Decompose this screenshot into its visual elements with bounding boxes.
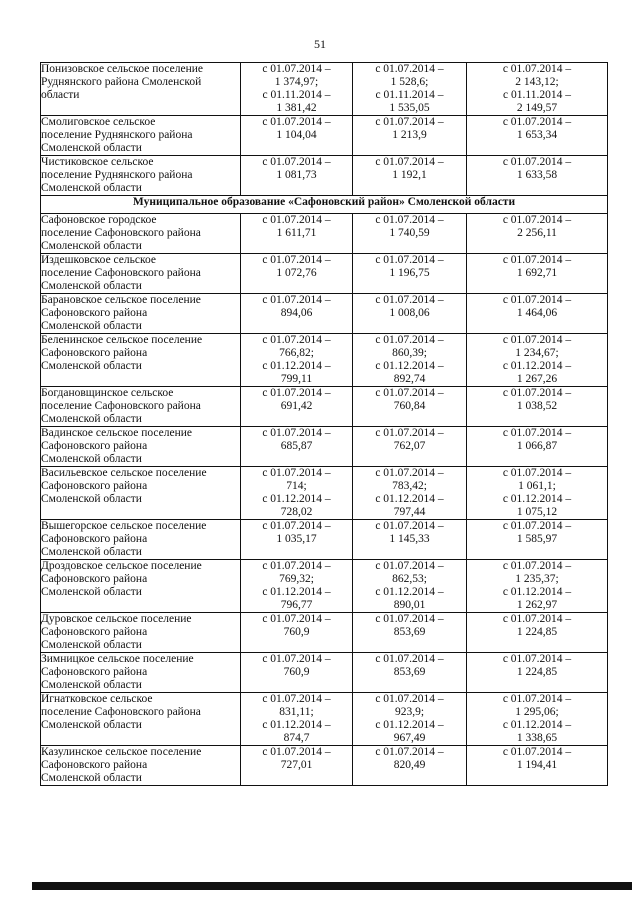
tariff-value-3	[467, 63, 608, 116]
tariff-value-1-line: 831,11;	[279, 706, 314, 718]
tariff-value-1-line: с 01.07.2014 –	[262, 63, 331, 75]
tariff-value-2-line: 892,74	[393, 373, 426, 385]
settlement-name-line: Васильевское сельское поселение	[41, 467, 207, 479]
tariff-value-3-line: 1 224,85	[516, 626, 558, 638]
tariff-value-1-line: с 01.11.2014 –	[262, 89, 331, 101]
tariff-value-2	[353, 560, 467, 613]
settlement-name-line: Барановское сельское поселение	[41, 294, 201, 306]
table-row	[41, 156, 608, 196]
table-row	[41, 520, 608, 560]
tariff-value-1	[241, 613, 353, 653]
tariff-value-3	[467, 467, 608, 520]
tariff-value-2	[353, 467, 467, 520]
table-row	[41, 427, 608, 467]
tariff-value-2-line: 1 008,06	[389, 307, 430, 319]
settlement-name-line: Сафоновское городское	[41, 214, 157, 226]
settlement-name-line: Зимницкое сельское поселение	[41, 653, 194, 665]
settlement-name-line: Сафоновского района	[41, 759, 148, 771]
tariff-value-3	[467, 653, 608, 693]
tariff-value-2-line: с 01.07.2014 –	[375, 746, 444, 758]
tariff-value-3	[467, 254, 608, 294]
tariff-value-3-line: 1 262,97	[516, 599, 558, 611]
tariff-value-1-line: с 01.07.2014 –	[262, 254, 331, 266]
tariff-value-1-line: с 01.07.2014 –	[262, 116, 331, 128]
tariff-value-3-line: с 01.07.2014 –	[502, 254, 572, 266]
tariff-value-3	[467, 116, 608, 156]
tariff-value-3	[467, 214, 608, 254]
tariff-value-3-line: с 01.12.2014 –	[502, 360, 572, 372]
tariff-value-3	[467, 520, 608, 560]
tariff-value-2	[353, 294, 467, 334]
settlement-name	[41, 116, 241, 156]
settlement-name-line: Игнатковское сельское	[41, 693, 153, 705]
tariff-value-1-line: 691,42	[280, 400, 313, 412]
tariff-value-2-line: с 01.12.2014 –	[375, 719, 444, 731]
tariff-value-2-line: с 01.07.2014 –	[375, 156, 444, 168]
tariff-value-2-line: с 01.07.2014 –	[375, 63, 444, 75]
section-title: Муниципальное образование «Сафоновский район» Смоленской области	[41, 196, 608, 214]
tariff-value-2-line: с 01.12.2014 –	[375, 360, 444, 372]
tariff-value-1-line: с 01.07.2014 –	[262, 387, 331, 399]
settlement-name-line: Беленинское сельское поселение	[41, 334, 203, 346]
settlement-name-line: Руднянского района Смоленской	[41, 76, 202, 88]
tariff-value-2-line: 1 145,33	[389, 533, 430, 545]
settlement-name-line: Сафоновского района	[41, 666, 148, 678]
tariff-value-2-line: с 01.07.2014 –	[375, 693, 444, 705]
tariff-value-1-line: 1 381,42	[276, 102, 317, 114]
tariff-value-1	[241, 156, 353, 196]
tariff-value-2	[353, 387, 467, 427]
settlement-name-line: Дроздовское сельское поселение	[41, 560, 202, 572]
tariff-value-3-line: с 01.07.2014 –	[502, 427, 572, 439]
table-body-top	[41, 63, 608, 196]
tariff-value-3-line: с 01.07.2014 –	[502, 294, 572, 306]
tariff-value-3	[467, 427, 608, 467]
tariff-value-1-line: 769,32;	[279, 573, 314, 585]
tariff-value-2-line: 862,53;	[392, 573, 427, 585]
settlement-name-line: поселение Сафоновского района	[41, 400, 201, 412]
tariff-value-1-line: 714;	[286, 480, 307, 492]
tariff-value-1-line: с 01.07.2014 –	[262, 520, 331, 532]
settlement-name-line: Смоленской области	[41, 453, 142, 465]
tariff-value-1	[241, 334, 353, 387]
tariff-value-3-line: 1 075,12	[516, 506, 558, 518]
tariff-value-1-line: 1 081,73	[276, 169, 317, 181]
tariff-value-3-line: 2 149,57	[516, 102, 558, 114]
settlement-name	[41, 653, 241, 693]
tariff-value-1-line: 1 611,71	[276, 227, 317, 239]
tariff-table	[40, 62, 608, 786]
tariff-value-1	[241, 693, 353, 746]
settlement-name	[41, 520, 241, 560]
tariff-value-3-line: с 01.07.2014 –	[502, 653, 572, 665]
tariff-value-1-line: 760,9	[283, 666, 310, 678]
tariff-value-2-line: с 01.12.2014 –	[375, 586, 444, 598]
tariff-value-2	[353, 156, 467, 196]
tariff-value-1-line: 894,06	[280, 307, 313, 319]
tariff-value-1-line: 766,82;	[279, 347, 314, 359]
settlement-name-line: Смоленской области	[41, 182, 142, 194]
table-row	[41, 746, 608, 786]
tariff-value-2	[353, 334, 467, 387]
settlement-name-line: Смоленской области	[41, 546, 142, 558]
tariff-value-3-line: с 01.07.2014 –	[502, 520, 572, 532]
tariff-value-1-line: 760,9	[283, 626, 310, 638]
footer-bar	[32, 882, 632, 890]
tariff-value-2-line: с 01.07.2014 –	[375, 294, 444, 306]
tariff-value-1-line: 799,11	[280, 373, 313, 385]
tariff-value-1-line: 728,02	[280, 506, 313, 518]
tariff-value-1	[241, 214, 353, 254]
tariff-value-2-line: 1 213,9	[392, 129, 427, 141]
settlement-name-line: Сафоновского района	[41, 307, 148, 319]
tariff-value-2-line: 967,49	[393, 732, 426, 744]
tariff-value-3-line: с 01.12.2014 –	[502, 719, 572, 731]
tariff-value-2	[353, 254, 467, 294]
tariff-value-3-line: с 01.07.2014 –	[502, 63, 572, 75]
tariff-value-2	[353, 214, 467, 254]
settlement-name	[41, 467, 241, 520]
tariff-value-1-line: с 01.07.2014 –	[262, 467, 331, 479]
tariff-value-3	[467, 156, 608, 196]
settlement-name-line: Издешковское сельское	[41, 254, 156, 266]
table-row	[41, 254, 608, 294]
tariff-value-3-line: с 01.12.2014 –	[502, 493, 572, 505]
settlement-name-line: Сафоновского района	[41, 573, 148, 585]
section-row	[41, 196, 608, 214]
settlement-name	[41, 294, 241, 334]
tariff-value-2-line: с 01.07.2014 –	[375, 467, 444, 479]
settlement-name	[41, 63, 241, 116]
tariff-value-2-line: 1 535,05	[389, 102, 430, 114]
settlement-name	[41, 254, 241, 294]
settlement-name	[41, 693, 241, 746]
tariff-value-2-line: 783,42;	[392, 480, 427, 492]
settlement-name	[41, 427, 241, 467]
settlement-name-line: Дуровское сельское поселение	[41, 613, 192, 625]
settlement-name-line: поселение Сафоновского района	[41, 706, 201, 718]
tariff-value-2	[353, 613, 467, 653]
settlement-name-line: Казулинское сельское поселение	[41, 746, 202, 758]
settlement-name-line: поселение Сафоновского района	[41, 227, 201, 239]
settlement-name-line: Смоленской области	[41, 142, 142, 154]
tariff-value-2	[353, 693, 467, 746]
tariff-value-1	[241, 520, 353, 560]
tariff-value-1-line: с 01.12.2014 –	[262, 719, 331, 731]
tariff-value-3-line: с 01.07.2014 –	[502, 214, 572, 226]
tariff-value-3-line: с 01.07.2014 –	[502, 387, 572, 399]
settlement-name-line: Понизовское сельское поселение	[41, 63, 204, 75]
tariff-value-3	[467, 387, 608, 427]
table-row	[41, 63, 608, 116]
tariff-value-3-line: с 01.07.2014 –	[502, 467, 572, 479]
tariff-value-1	[241, 294, 353, 334]
tariff-value-2-line: 890,01	[393, 599, 426, 611]
tariff-value-3-line: 1 267,26	[516, 373, 558, 385]
tariff-value-1-line: 874,7	[283, 732, 310, 744]
tariff-value-3-line: с 01.11.2014 –	[503, 89, 571, 101]
settlement-name-line: Смоленской области	[41, 240, 142, 252]
tariff-value-1	[241, 467, 353, 520]
settlement-name-line: Смоленской области	[41, 719, 142, 731]
settlement-name	[41, 746, 241, 786]
table-body-bottom	[41, 214, 608, 786]
page-number: 51	[314, 37, 326, 51]
tariff-value-3-line: с 01.07.2014 –	[502, 116, 572, 128]
tariff-value-2-line: 1 192,1	[392, 169, 427, 181]
tariff-value-1	[241, 254, 353, 294]
tariff-value-1-line: с 01.07.2014 –	[262, 427, 331, 439]
settlement-name-line: Смоленской области	[41, 320, 142, 332]
table-row	[41, 387, 608, 427]
settlement-name-line: Смоленской области	[41, 493, 142, 505]
tariff-value-1-line: 685,87	[280, 440, 313, 452]
settlement-name	[41, 214, 241, 254]
tariff-value-1-line: с 01.07.2014 –	[262, 653, 331, 665]
tariff-value-1-line: с 01.07.2014 –	[262, 334, 331, 346]
tariff-value-2-line: с 01.07.2014 –	[375, 653, 444, 665]
tariff-value-1-line: с 01.07.2014 –	[262, 560, 331, 572]
settlement-name-line: Вадинское сельское поселение	[41, 427, 193, 439]
tariff-value-1	[241, 116, 353, 156]
settlement-name-line: Сафоновского района	[41, 533, 148, 545]
tariff-value-3-line: 1 464,06	[516, 307, 558, 319]
tariff-value-3	[467, 294, 608, 334]
settlement-name	[41, 156, 241, 196]
tariff-value-3-line: 2 256,11	[517, 227, 557, 239]
tariff-value-3-line: 1 295,06;	[515, 706, 559, 718]
table-row	[41, 693, 608, 746]
tariff-value-2-line: с 01.07.2014 –	[375, 387, 444, 399]
settlement-name-line: поселение Руднянского района	[41, 129, 193, 141]
tariff-value-1-line: с 01.12.2014 –	[262, 586, 331, 598]
table-row	[41, 214, 608, 254]
tariff-value-2-line: с 01.07.2014 –	[375, 334, 444, 346]
tariff-value-2-line: с 01.07.2014 –	[375, 613, 444, 625]
settlement-name-line: Сафоновского района	[41, 347, 148, 359]
tariff-value-2-line: 1 196,75	[389, 267, 430, 279]
settlement-name	[41, 613, 241, 653]
tariff-value-3-line: с 01.07.2014 –	[502, 560, 572, 572]
tariff-value-2-line: с 01.07.2014 –	[375, 427, 444, 439]
tariff-value-1-line: 1 072,76	[276, 267, 317, 279]
tariff-value-3-line: с 01.07.2014 –	[502, 746, 572, 758]
table-row	[41, 653, 608, 693]
tariff-value-2-line: с 01.07.2014 –	[375, 560, 444, 572]
tariff-value-2	[353, 746, 467, 786]
tariff-value-2-line: 762,07	[393, 440, 426, 452]
settlement-name-line: Смоленской области	[41, 772, 142, 784]
tariff-value-2-line: 797,44	[393, 506, 426, 518]
tariff-value-2	[353, 653, 467, 693]
tariff-value-2	[353, 116, 467, 156]
settlement-name-line: Богдановщинское сельское	[41, 387, 174, 399]
tariff-value-3	[467, 693, 608, 746]
settlement-name-line: Сафоновского района	[41, 480, 148, 492]
tariff-value-3-line: 1 224,85	[516, 666, 558, 678]
settlement-name-line: Смоленской области	[41, 360, 142, 372]
tariff-value-2-line: 860,39;	[392, 347, 427, 359]
tariff-value-2-line: с 01.07.2014 –	[375, 520, 444, 532]
tariff-value-2-line: с 01.11.2014 –	[375, 89, 444, 101]
settlement-name-line: поселение Сафоновского района	[41, 267, 201, 279]
tariff-value-2-line: с 01.07.2014 –	[375, 254, 444, 266]
settlement-name-line: Смоленской области	[41, 413, 142, 425]
tariff-value-1	[241, 560, 353, 613]
tariff-value-3-line: с 01.07.2014 –	[502, 156, 572, 168]
tariff-value-2	[353, 427, 467, 467]
tariff-value-1-line: с 01.07.2014 –	[262, 613, 331, 625]
tariff-value-3-line: с 01.07.2014 –	[502, 693, 572, 705]
settlement-name-line: Чистиковское сельское	[41, 156, 154, 168]
tariff-value-3-line: 1 038,52	[516, 400, 558, 412]
tariff-value-1-line: с 01.07.2014 –	[262, 294, 331, 306]
tariff-value-2-line: 1 528,6;	[390, 76, 429, 88]
tariff-value-2-line: 853,69	[393, 666, 426, 678]
table-row	[41, 294, 608, 334]
table-row	[41, 560, 608, 613]
tariff-value-1-line: с 01.07.2014 –	[262, 156, 331, 168]
table-row	[41, 613, 608, 653]
tariff-value-1-line: с 01.07.2014 –	[262, 746, 331, 758]
tariff-value-1	[241, 63, 353, 116]
table-row	[41, 334, 608, 387]
tariff-value-2	[353, 520, 467, 560]
settlement-name-line: Сафоновского района	[41, 440, 148, 452]
settlement-name	[41, 560, 241, 613]
tariff-value-2-line: с 01.07.2014 –	[375, 214, 444, 226]
section-header-group	[41, 196, 608, 214]
tariff-value-1-line: с 01.07.2014 –	[262, 214, 331, 226]
tariff-value-3	[467, 746, 608, 786]
tariff-value-3-line: 1 692,71	[516, 267, 558, 279]
tariff-value-1-line: 1 035,17	[276, 533, 317, 545]
tariff-value-1	[241, 653, 353, 693]
settlement-name-line: Смоленской области	[41, 679, 142, 691]
tariff-value-1-line: 1 374,97;	[274, 76, 319, 88]
tariff-value-3-line: 1 235,37;	[515, 573, 559, 585]
tariff-value-3	[467, 560, 608, 613]
tariff-value-1	[241, 387, 353, 427]
tariff-value-3-line: 1 633,58	[516, 169, 558, 181]
tariff-value-2-line: 760,84	[393, 400, 426, 412]
table-row	[41, 116, 608, 156]
tariff-value-2-line: 853,69	[393, 626, 426, 638]
tariff-value-1-line: с 01.12.2014 –	[262, 360, 331, 372]
settlement-name-line: Смоленской области	[41, 586, 142, 598]
settlement-name-line: Вышегорское сельское поселение	[41, 520, 207, 532]
tariff-value-3-line: 1 585,97	[516, 533, 558, 545]
settlement-name	[41, 334, 241, 387]
tariff-value-2-line: 820,49	[393, 759, 426, 771]
tariff-value-2-line: 923,9;	[394, 706, 425, 718]
tariff-value-3	[467, 334, 608, 387]
tariff-value-1-line: с 01.07.2014 –	[262, 693, 331, 705]
tariff-value-3-line: с 01.12.2014 –	[502, 586, 572, 598]
settlement-name	[41, 387, 241, 427]
settlement-name-line: поселение Руднянского района	[41, 169, 193, 181]
tariff-value-3-line: 1 066,87	[516, 440, 558, 452]
settlement-name-line: Смолиговское сельское	[41, 116, 156, 128]
settlement-name-line: Сафоновского района	[41, 626, 148, 638]
table-row	[41, 467, 608, 520]
tariff-value-3-line: 1 234,67;	[515, 347, 559, 359]
tariff-value-1-line: с 01.12.2014 –	[262, 493, 331, 505]
tariff-value-2-line: 1 740,59	[389, 227, 430, 239]
tariff-value-3-line: 1 194,41	[516, 759, 558, 771]
tariff-value-1-line: 727,01	[280, 759, 313, 771]
tariff-value-1-line: 796,77	[280, 599, 313, 611]
settlement-name-line: Смоленской области	[41, 280, 142, 292]
tariff-value-3	[467, 613, 608, 653]
tariff-value-1	[241, 427, 353, 467]
tariff-value-2	[353, 63, 467, 116]
tariff-value-3-line: 1 338,65	[516, 732, 558, 744]
tariff-value-3-line: с 01.07.2014 –	[502, 613, 572, 625]
tariff-value-3-line: 1 653,34	[516, 129, 558, 141]
tariff-value-1	[241, 746, 353, 786]
tariff-value-2-line: с 01.12.2014 –	[375, 493, 444, 505]
settlement-name-line: области	[41, 89, 80, 101]
tariff-value-1-line: 1 104,04	[276, 129, 317, 141]
tariff-value-2-line: с 01.07.2014 –	[375, 116, 444, 128]
tariff-value-3-line: с 01.07.2014 –	[502, 334, 572, 346]
settlement-name-line: Смоленской области	[41, 639, 142, 651]
tariff-value-3-line: 1 061,1;	[518, 480, 556, 492]
tariff-value-3-line: 2 143,12;	[515, 76, 559, 88]
